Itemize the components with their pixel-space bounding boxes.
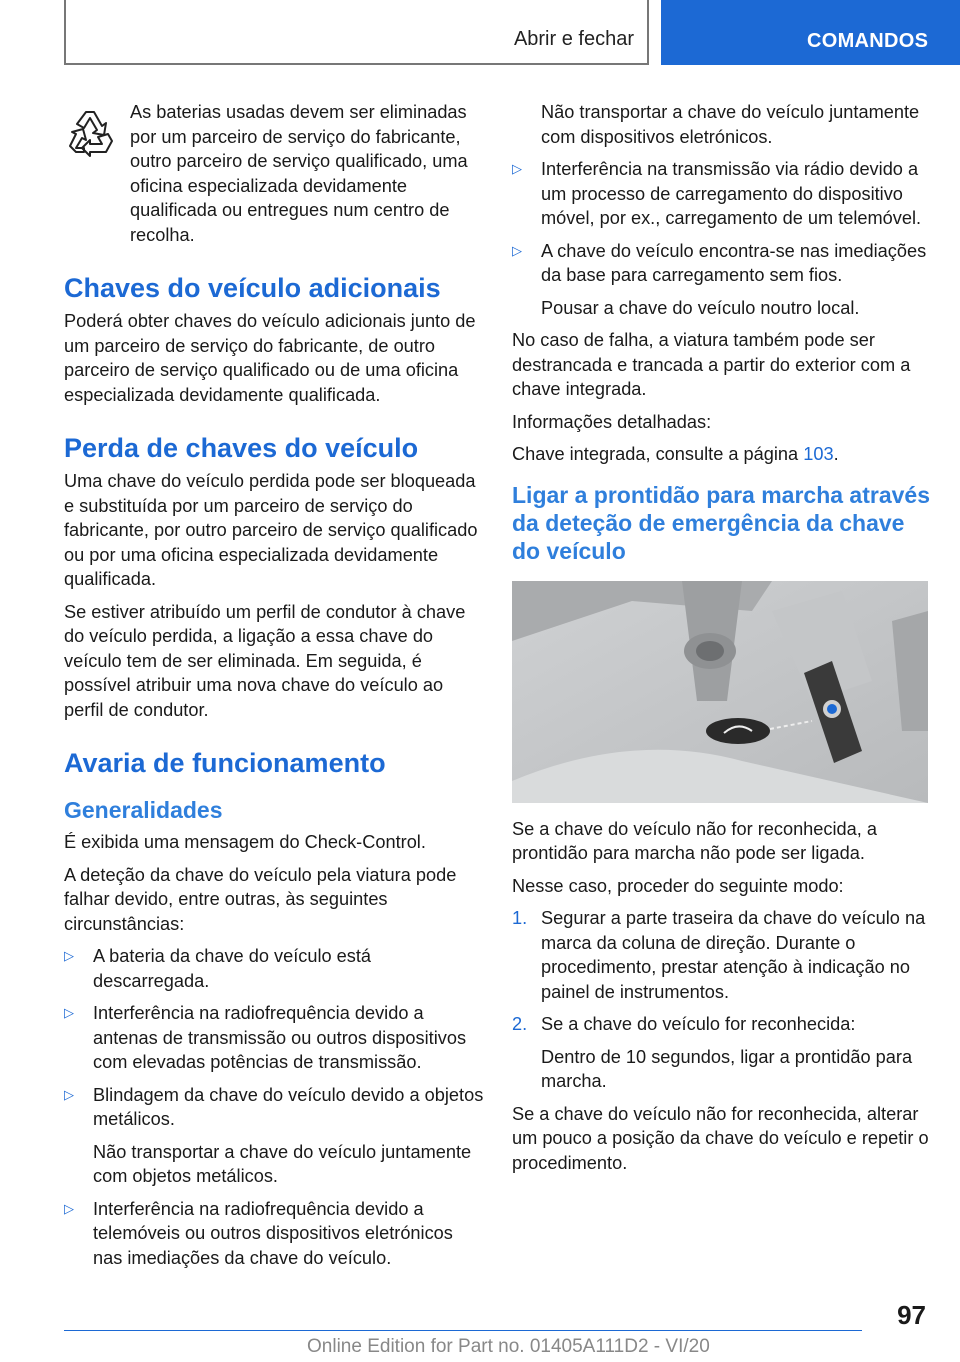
heading-adicionais: Chaves do veículo adicionais	[64, 273, 441, 303]
step-number: 1.	[512, 908, 528, 928]
paragraph: Poderá obter chaves do veículo adicionais junto de um parceiro de serviço do fabricante, de outro parceiro de serviço qualificado ou de uma oficina especializada devidamente qualificada.	[64, 311, 476, 405]
chapter-tab	[661, 0, 960, 65]
step-text: Segurar a parte traseira da chave do veículo na marca da coluna de direção. Durante o procedimento, prestar atenção à indicação no painel de instrumentos.	[541, 908, 926, 1002]
list-item-text: Interferência na transmissão via rádio devido a um processo de carregamento do dispositivo móvel, por ex., carregamento de um telemóvel.	[541, 159, 922, 228]
triangle-bullet-icon: ▷	[64, 1005, 74, 1020]
numbered-step	[512, 1012, 930, 1037]
list-item-text: Interferência na radiofrequência devido a telemóveis ou outros dispositivos eletrónicos nas imediações da chave do veículo.	[93, 1198, 453, 1268]
list-item-text: Blindagem da chave do veículo devido a objetos metálicos.	[93, 1084, 484, 1129]
paragraph: No caso de falha, a viatura também pode ser destrancada e trancada a partir do exterior com a chave integrada.	[512, 330, 911, 399]
recycle-note	[64, 100, 484, 247]
list-subtext: Pousar a chave do veículo noutro local.	[541, 297, 860, 318]
paragraph: Nesse caso, proceder do seguinte modo:	[512, 875, 844, 896]
list-item	[64, 1001, 484, 1075]
list-item	[512, 239, 930, 288]
list-subtext: Não transportar a chave do veículo juntamente com dispositivos eletrónicos.	[541, 102, 920, 147]
paragraph: Uma chave do veículo perdida pode ser bloqueada e substituída por um parceiro de serviço do fabricante, por outro parceiro de serviço qualificado ou por uma oficina especializada devidamente qualificada.	[64, 471, 478, 589]
page-reference-text: Chave integrada, consulte a página	[512, 444, 804, 464]
header-rule	[64, 63, 649, 65]
footer-rule	[64, 1330, 862, 1331]
paragraph: Se a chave do veículo não for reconhecida, a prontidão para marcha não pode ser ligada.	[512, 818, 878, 863]
list-item-text: A bateria da chave do veículo está descarregada.	[93, 946, 372, 991]
list-item-text: A chave do veículo encontra-se nas imediações da base para carregamento sem fios.	[541, 240, 927, 285]
page-number: 97	[897, 1300, 926, 1330]
steering-column-key-photo	[512, 581, 928, 803]
page-reference	[512, 442, 930, 467]
recycle-icon	[64, 104, 120, 160]
list-item	[64, 944, 484, 993]
triangle-bullet-icon: ▷	[64, 1086, 74, 1102]
numbered-step	[512, 906, 930, 1004]
list-item	[512, 157, 930, 231]
header-divider	[647, 0, 649, 65]
page-reference-end: .	[833, 444, 839, 464]
list-subtext: Não transportar a chave do veículo juntamente com objetos metálicos.	[93, 1141, 472, 1186]
paragraph: Se estiver atribuído um perfil de condutor à chave do veículo perdida, a ligação a essa chave do veículo tem de ser eliminada. Em seguida, é possível atribuir uma nova chave do veículo ao perfil de condutor.	[64, 601, 466, 720]
list-item	[64, 1083, 484, 1132]
triangle-bullet-icon: ▷	[64, 948, 74, 963]
section-title: Abrir e fechar	[513, 28, 634, 50]
heading-generalidades: Generalidades	[64, 797, 223, 823]
recycle-note-text: As baterias usadas devem ser eliminadas por um parceiro de serviço do fabricante, outro parceiro de serviço qualificado, uma oficina especializada devidamente qualificada ou entregues num centro de recolha.	[130, 102, 468, 245]
paragraph: Informações detalhadas:	[512, 411, 712, 432]
triangle-bullet-icon: ▷	[64, 1200, 74, 1216]
heading-perda: Perda de chaves do veículo	[64, 433, 419, 463]
chapter-title: COMANDOS	[807, 30, 929, 52]
footer-text: Online Edition for Part no. 01405A111D2 - VI/20	[307, 1336, 710, 1357]
paragraph: Se a chave do veículo não for reconhecida, alterar um pouco a posição da chave do veículo e repetir o procedimento.	[512, 1103, 929, 1173]
triangle-bullet-icon: ▷	[512, 161, 522, 176]
step-subtext: Dentro de 10 segundos, ligar a prontidão para marcha.	[541, 1046, 913, 1091]
list-item	[64, 1197, 484, 1271]
list-item-text: Interferência na radiofrequência devido a antenas de transmissão ou outros dispositivos com elevadas potências de transmissão.	[93, 1003, 467, 1072]
left-column	[64, 100, 484, 1278]
heading-avaria: Avaria de funcionamento	[64, 748, 386, 778]
step-number: 2.	[512, 1014, 528, 1034]
page-header	[0, 0, 960, 66]
step-text: Se a chave do veículo for reconhecida:	[541, 1014, 856, 1034]
paragraph: A deteção da chave do veículo pela viatura pode falhar devido, entre outras, às seguintes circunstâncias:	[64, 864, 457, 934]
page-link[interactable]: 103	[803, 444, 834, 464]
heading-ligar-prontidao: Ligar a prontidão para marcha através da deteção de emergência da chave do veículo	[512, 481, 930, 564]
triangle-bullet-icon: ▷	[512, 242, 522, 258]
paragraph: É exibida uma mensagem do Check-Control.	[64, 832, 426, 852]
right-column	[512, 100, 930, 1183]
header-divider	[64, 0, 66, 65]
